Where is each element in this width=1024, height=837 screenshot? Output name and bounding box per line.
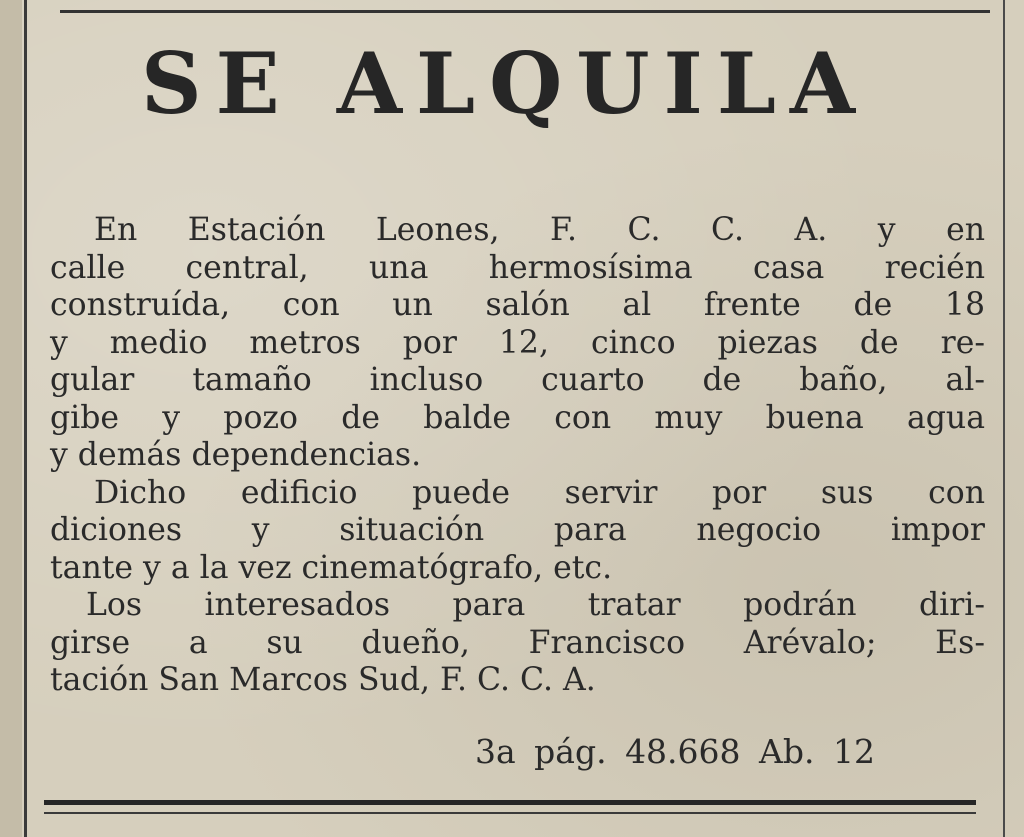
- ad-line: y medio metros por 12, cinco piezas de re-: [50, 324, 985, 361]
- ad-line: tación San Marcos Sud, F. C. C. A.: [50, 662, 596, 698]
- ad-headline: SE ALQUILA: [140, 34, 870, 133]
- ad-line: Dicho edificio puede servir por sus con: [94, 474, 985, 511]
- ad-line: calle central, una hermosísima casa recién: [50, 249, 985, 286]
- ad-line: En Estación Leones, F. C. C. A. y en: [94, 212, 985, 248]
- top-rule: [60, 10, 990, 13]
- column-rule-right: [1003, 0, 1005, 837]
- ad-line: construída, con un salón al frente de 18: [50, 287, 985, 323]
- ad-line: Los interesados para tratar podrán diri-: [86, 587, 985, 623]
- column-rule-left: [24, 0, 27, 837]
- ad-body: [50, 212, 985, 700]
- ad-line: girse a su dueño, Francisco Arévalo; Es-: [50, 624, 985, 661]
- ad-line: y demás dependencias.: [50, 437, 422, 473]
- ad-line: gibe y pozo de balde con muy buena agua: [50, 399, 985, 436]
- ad-line: gular tamaño incluso cuarto de baño, al-: [50, 362, 985, 398]
- bottom-rule: [44, 800, 976, 805]
- ad-line: tante y a la vez cinematógrafo, etc.: [50, 549, 613, 586]
- ad-line: diciones y situación para negocio impor: [50, 512, 985, 548]
- page-margin: [0, 0, 22, 837]
- bottom-rule-thin: [44, 812, 976, 814]
- ad-reference: 3a pág. 48.668 Ab. 12: [475, 732, 875, 771]
